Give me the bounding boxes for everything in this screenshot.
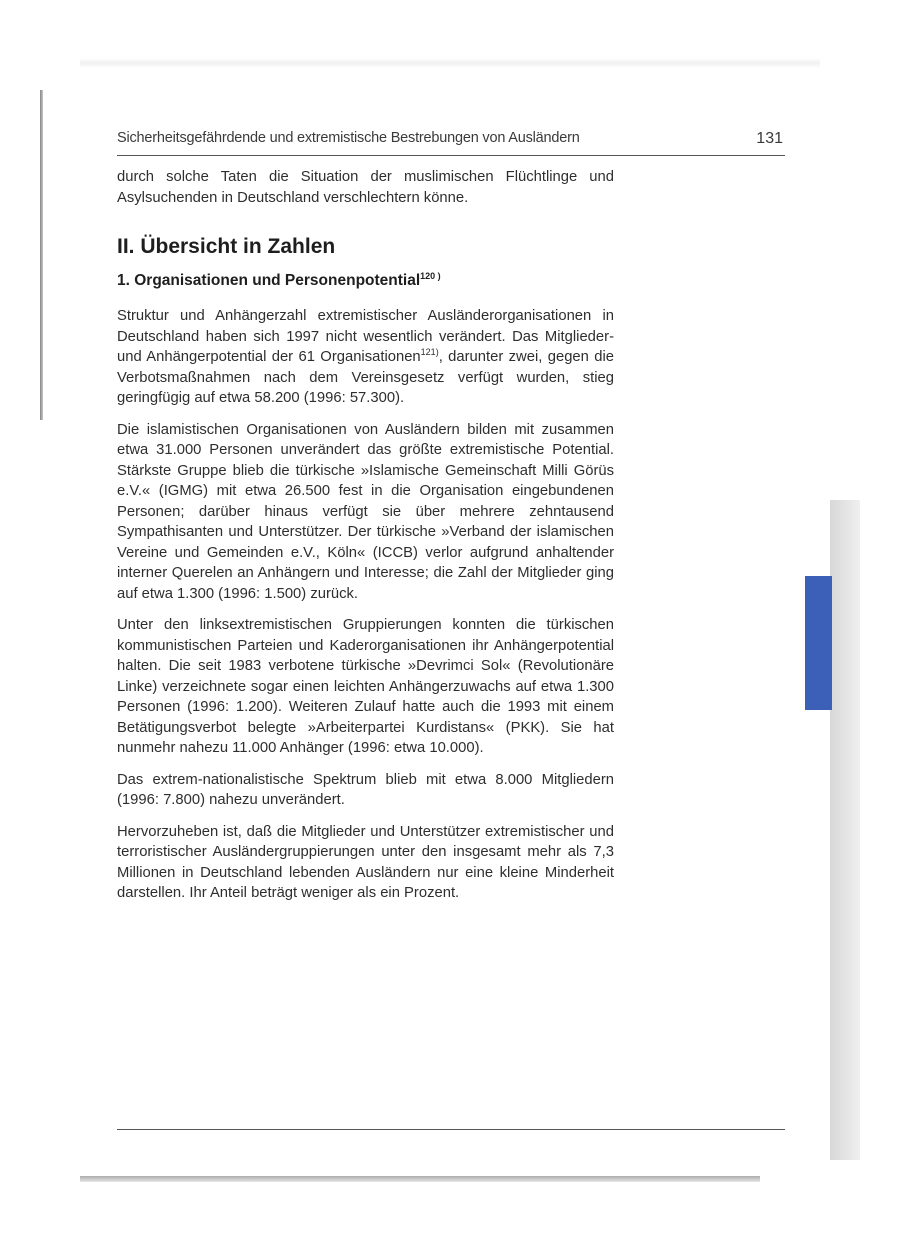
paragraph-5: Hervorzuheben ist, daß die Mitglieder und Unterstützer extremistischer und terroristischer Ausländergruppierungen unter den insgesamt mehr als 7,3 Millionen in Deutschland lebenden Ausländern nur eine kleine Minderheit darstellen. Ihr Anteil beträgt weniger als ein Prozent. xyxy=(117,823,614,901)
paragraph-4: Das extrem-nationalistische Spektrum blieb mit etwa 8.000 Mitgliedern (1996: 7.800) nahezu unverändert. xyxy=(117,771,614,808)
subsection-heading-text: 1. Organisationen und Personenpotential xyxy=(117,272,421,289)
intro-paragraph: durch solche Taten die Situation der muslimischen Flüchtlinge und Asylsuchenden in Deutschland verschlechtern könne. xyxy=(117,169,614,206)
page-body xyxy=(117,167,614,904)
paragraph-1-text-a: Struktur und Anhängerzahl extremistischer Ausländerorganisationen in Deutschland haben sich 1997 nicht wesentlich verändert. Das Mitglieder- und Anhängerpotential der 61 Organisationen xyxy=(117,308,614,365)
page-number: 131 xyxy=(756,130,783,147)
scan-shadow-bottom xyxy=(80,1176,760,1182)
paragraph-1-text-b: , darunter zwei, gegen die Verbotsmaßnahmen nach dem Vereinsgesetz verfügt wurden, stieg geringfügig auf etwa 58.200 (1996: 57.300). xyxy=(117,349,614,406)
page-shadow-right xyxy=(830,500,860,1160)
scan-shadow-left xyxy=(40,90,43,420)
footer-rule xyxy=(117,1129,785,1130)
paragraph-3: Unter den linksextremistischen Gruppierungen konnten die türkischen kommunistischen Parteien und Kaderorganisationen ihr Anhängerpotential halten. Die seit 1983 verbotene türkische »Devrimci Sol« (Revolutionäre Linke) verzeichnete sogar einen leichten Anhängerzuwachs auf etwa 1.300 Personen (1996: 1.200). Weiteren Zulauf hatte auch die 1993 mit einem Betätigungsverbot belegte »Arbeiterpartei Kurdistans« (PKK). Sie hat nunmehr nahezu 11.000 Anhänger (1996: etwa 10.000). xyxy=(117,617,614,756)
section-heading: II. Übersicht in Zahlen xyxy=(117,235,336,258)
header-rule xyxy=(117,155,785,156)
paragraph-2: Die islamistischen Organisationen von Ausländern bilden mit zusammen etwa 31.000 Personen unverändert das größte extremistische Potential. Stärkste Gruppe blieb die türkische »Islamische Gemeinschaft Milli Görüs e.V.« (IGMG) mit etwa 26.500 fest in die Organisation eingebundenen Personen; darüber hinaus verfügt sie über mehrere zehntausend Sympathisanten und Unterstützer. Der türkische »Verband der islamischen Vereine und Gemeinden e.V., Köln« (ICCB) verlor aufgrund anhaltender interner Querelen an Anhängern und Interesse; die Zahl der Mitglieder ging auf etwa 1.300 (1996: 1.500) zurück. xyxy=(117,421,614,602)
subsection-heading xyxy=(117,270,614,292)
footnote-ref-121: 121) xyxy=(420,347,439,358)
paragraph-1 xyxy=(117,306,614,409)
header-title: Sicherheitsgefährdende und extremistische Bestrebungen von Ausländern xyxy=(117,130,580,146)
scan-shadow-top xyxy=(80,58,820,68)
footnote-ref-120: 120 ) xyxy=(420,270,441,281)
chapter-side-tab xyxy=(805,576,832,710)
